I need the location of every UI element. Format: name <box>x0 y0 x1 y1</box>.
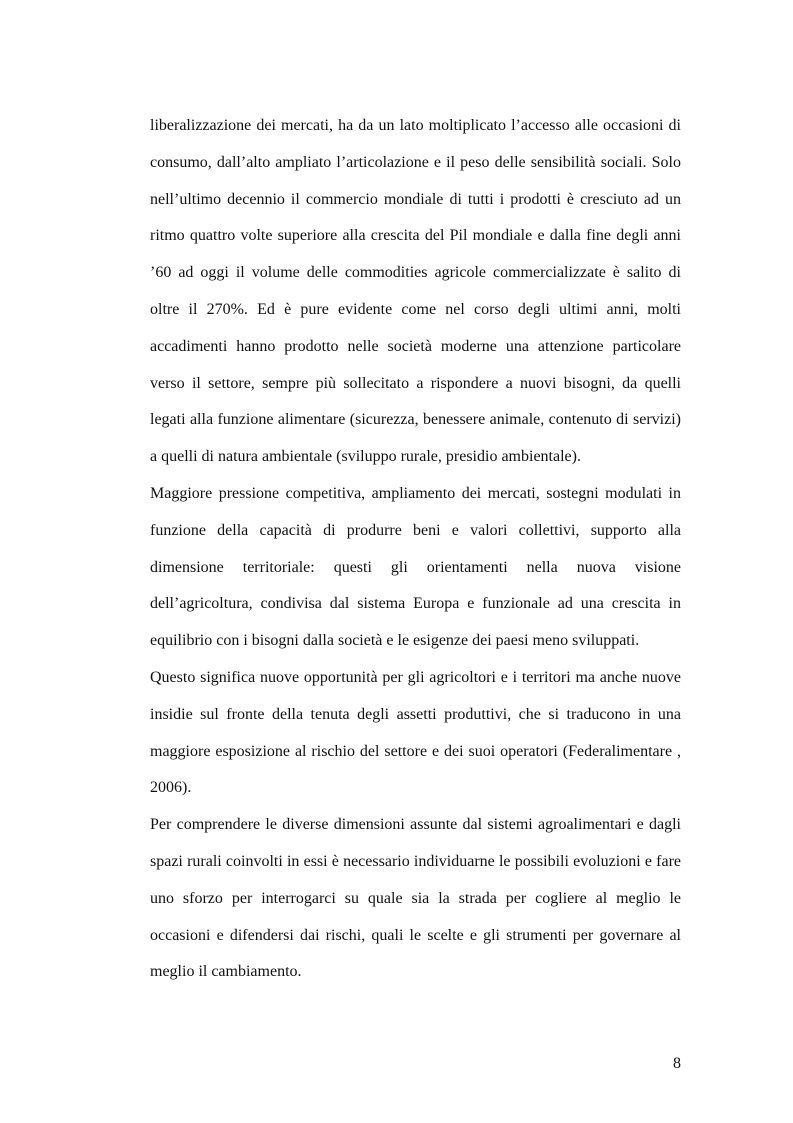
body-text <box>150 108 681 991</box>
text-line: consumo, dall’alto ampliato l’articolazione e il peso delle sensibilità sociali. Solo <box>150 153 681 171</box>
text-line: nell’ultimo decennio il commercio mondiale di tutti i prodotti è cresciuto ad un <box>150 190 681 208</box>
text-line: Maggiore pressione competitiva, ampliamento dei mercati, sostegni modulati in <box>150 484 681 502</box>
text-line: uno sforzo per interrogarci su quale sia la strada per cogliere al meglio le <box>150 889 681 907</box>
text-line: ritmo quattro volte superiore alla crescita del Pil mondiale e dalla fine degli anni <box>150 227 681 245</box>
text-line: Questo significa nuove opportunità per gli agricoltori e i territori ma anche nuove <box>150 668 681 686</box>
text-line: equilibrio con i bisogni dalla società e le esigenze dei paesi meno sviluppati. <box>150 632 640 650</box>
text-line: dimensione territoriale: questi gli orientamenti nella nuova visione <box>150 558 681 576</box>
text-line: maggiore esposizione al rischio del settore e dei suoi operatori (Federalimentare , <box>150 742 681 760</box>
text-line: a quelli di natura ambientale (sviluppo rurale, presidio ambientale). <box>150 448 581 466</box>
paragraph-3 <box>150 660 681 807</box>
paragraph-2 <box>150 476 681 660</box>
paragraph-4 <box>150 807 681 991</box>
text-line: legati alla funzione alimentare (sicurezza, benessere animale, contenuto di servizi) <box>150 411 681 429</box>
paragraph-1 <box>150 108 681 476</box>
text-line: liberalizzazione dei mercati, ha da un lato moltiplicato l’accesso alle occasioni di <box>150 117 681 134</box>
text-line: oltre il 270%. Ed è pure evidente come nel corso degli ultimi anni, molti <box>150 300 681 318</box>
text-line: occasioni e difendersi dai rischi, quali le scelte e gli strumenti per governare al <box>150 926 681 944</box>
text-line: funzione della capacità di produrre beni e valori collettivi, supporto alla <box>150 521 681 539</box>
text-line: 2006). <box>150 779 192 797</box>
text-line: dell’agricoltura, condivisa dal sistema Europa e funzionale ad una crescita in <box>150 595 681 613</box>
text-line: ’60 ad oggi il volume delle commodities agricole commercializzate è salito di <box>150 264 681 282</box>
text-line: meglio il cambiamento. <box>150 963 302 981</box>
page-number: 8 <box>673 1055 681 1072</box>
text-line: verso il settore, sempre più sollecitato a rispondere a nuovi bisogni, da quelli <box>150 374 681 392</box>
text-line: insidie sul fronte della tenuta degli assetti produttivi, che si traducono in una <box>150 705 681 723</box>
text-line: Per comprendere le diverse dimensioni assunte dal sistemi agroalimentari e dagli <box>150 816 681 834</box>
text-line: accadimenti hanno prodotto nelle società moderne una attenzione particolare <box>150 337 681 355</box>
text-line: spazi rurali coinvolti in essi è necessario individuarne le possibili evoluzioni e fare <box>150 852 681 870</box>
